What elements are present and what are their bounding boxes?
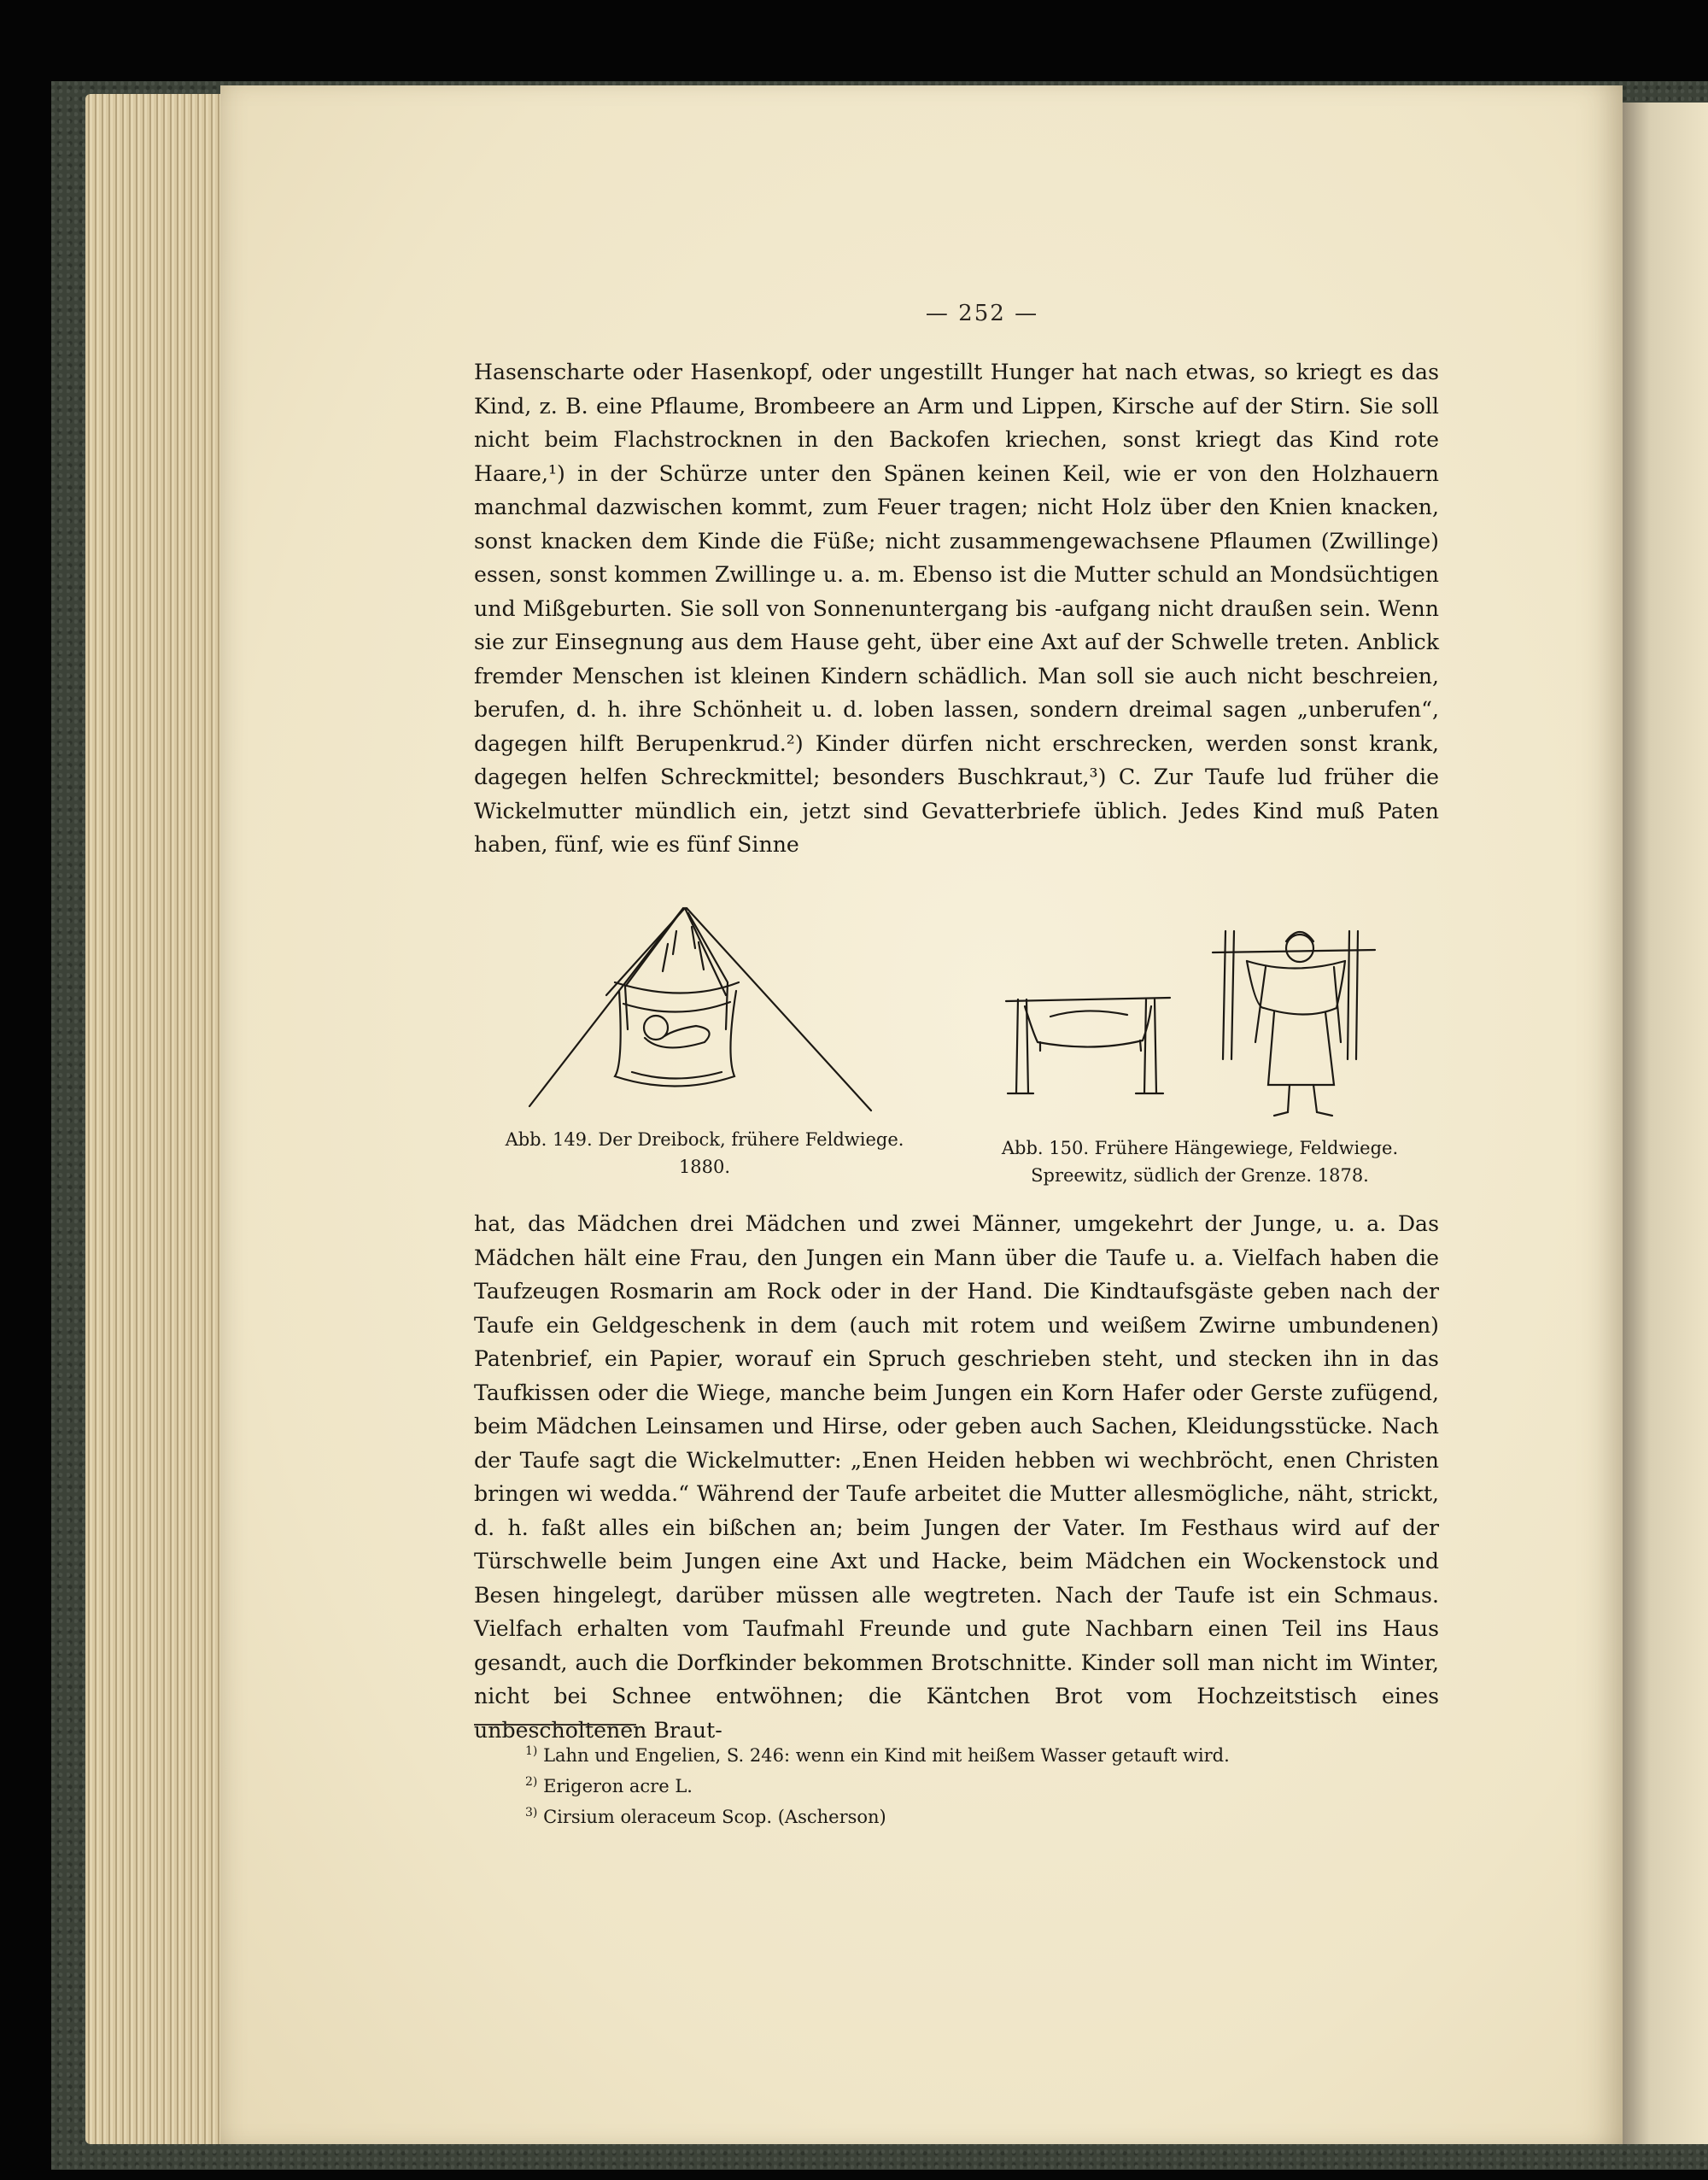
footnote-1 <box>525 1738 1448 1769</box>
figure-149-caption: Abb. 149. Der Dreibock, frühere Feldwiege. 1880. <box>505 1129 904 1177</box>
footnote-2 <box>525 1769 1448 1800</box>
footnote-1-mark: 1) <box>525 1744 538 1758</box>
footnotes <box>525 1738 1448 1831</box>
footnote-2-mark: 2) <box>525 1775 538 1789</box>
footnote-3-text: Cirsium oleraceum Scop. (Ascherson) <box>543 1807 886 1827</box>
facing-page-edge <box>1618 103 1708 2144</box>
tripod-cradle-illustration <box>512 901 888 1132</box>
body-paragraph-2: hat, das Mädchen drei Mädchen und zwei Männer, umgekehrt der Junge, u. a. Das Mädchen hält eine Frau, den Jungen ein Mann über die Taufe u. a. Vielfach haben die Taufzeugen Rosmarin am Rock oder in der Hand. Die Kindtaufsgäste geben nach der Taufe ein Geldgeschenk in dem (auch mit rotem und weißem Zwirne umbundenen) Patenbrief, ein Papier, worauf ein Spruch geschrieben steht, und stecken ihn in das Taufkissen oder die Wiege, manche beim Jungen ein Korn Hafer oder Gerste zufügend, beim Mädchen Leinsamen und Hirse, oder geben auch Sachen, Kleidungsstücke. Nach der Taufe sagt die Wickelmutter: „Enen Heiden hebben wi wechbröcht, enen Christen bringen wi wedda.“ Während der Taufe arbeitet die Mutter allesmögliche, näht, strickt, d. h. faßt alles ein bißchen an; beim Jungen der Vater. Im Festhaus wird auf der Türschwelle beim Jungen eine Axt und Hacke, beim Mädchen ein Wockenstock und Besen hingelegt, darüber müssen alle wegtreten. Nach der Taufe ist ein Schmaus. Vielfach erhalten vom Taufmahl Freunde und gute Nachbarn einen Teil ins Haus gesandt, auch die Dorfkinder bekommen Brotschnitte. Kinder soll man nicht im Winter, nicht bei Schnee entwöhnen; die Käntchen Brot vom Hochzeitstisch eines unbescholtenen Braut- <box>474 1211 1439 1743</box>
page-edges <box>85 94 231 2144</box>
footnote-2-text: Erigeron acre L. <box>543 1776 693 1796</box>
footnote-divider <box>474 1724 636 1726</box>
footnote-1-text: Lahn und Engelien, S. 246: wenn ein Kind mit heißem Wasser getauft wird. <box>543 1745 1230 1766</box>
figure-150-caption: Abb. 150. Frühere Hängewiege, Feldwiege. Spreewitz, südlich der Grenze. 1878. <box>1001 1138 1399 1186</box>
footnote-3-mark: 3) <box>525 1806 538 1820</box>
hanging-cradle-illustration <box>999 914 1452 1132</box>
page-number: — 252 — <box>925 301 1039 326</box>
footnote-3 <box>525 1800 1448 1831</box>
body-paragraph-1: Hasenscharte oder Hasenkopf, oder ungestillt Hunger hat nach etwas, so kriegt es das Kind, z. B. eine Pflaume, Brombeere an Arm und Lippen, Kirsche auf der Stirn. Sie soll nicht beim Flachstrocknen in den Backofen kriechen, sonst kriegt das Kind rote Haare,¹) in der Schürze unter den Spänen keinen Keil, wie er von den Holzhauern manchmal dazwischen kommt, zum Feuer tragen; nicht Holz über den Knien knacken, sonst knacken dem Kinde die Füße; nicht zusammengewachsene Pflaumen (Zwillinge) essen, sonst kommen Zwillinge u. a. m. Ebenso ist die Mutter schuld an Mondsüchtigen und Mißgeburten. Sie soll von Sonnenuntergang bis -aufgang nicht draußen sein. Wenn sie zur Einsegnung aus dem Hause geht, über eine Axt auf der Schwelle treten. Anblick fremder Menschen ist kleinen Kindern schädlich. Man soll sie auch nicht beschreien, berufen, d. h. ihre Schönheit u. d. loben lassen, sondern dreimal sagen „unberufen“, dagegen hilft Berupenkrud.²) Kinder dürfen nicht erschrecken, werden sonst krank, dagegen helfen Schreckmittel; besonders Buschkraut,³) C. Zur Taufe lud früher die Wickelmutter mündlich ein, jetzt sind Gevatterbriefe üblich. Jedes Kind muß Paten haben, fünf, wie es fünf Sinne <box>474 360 1439 857</box>
